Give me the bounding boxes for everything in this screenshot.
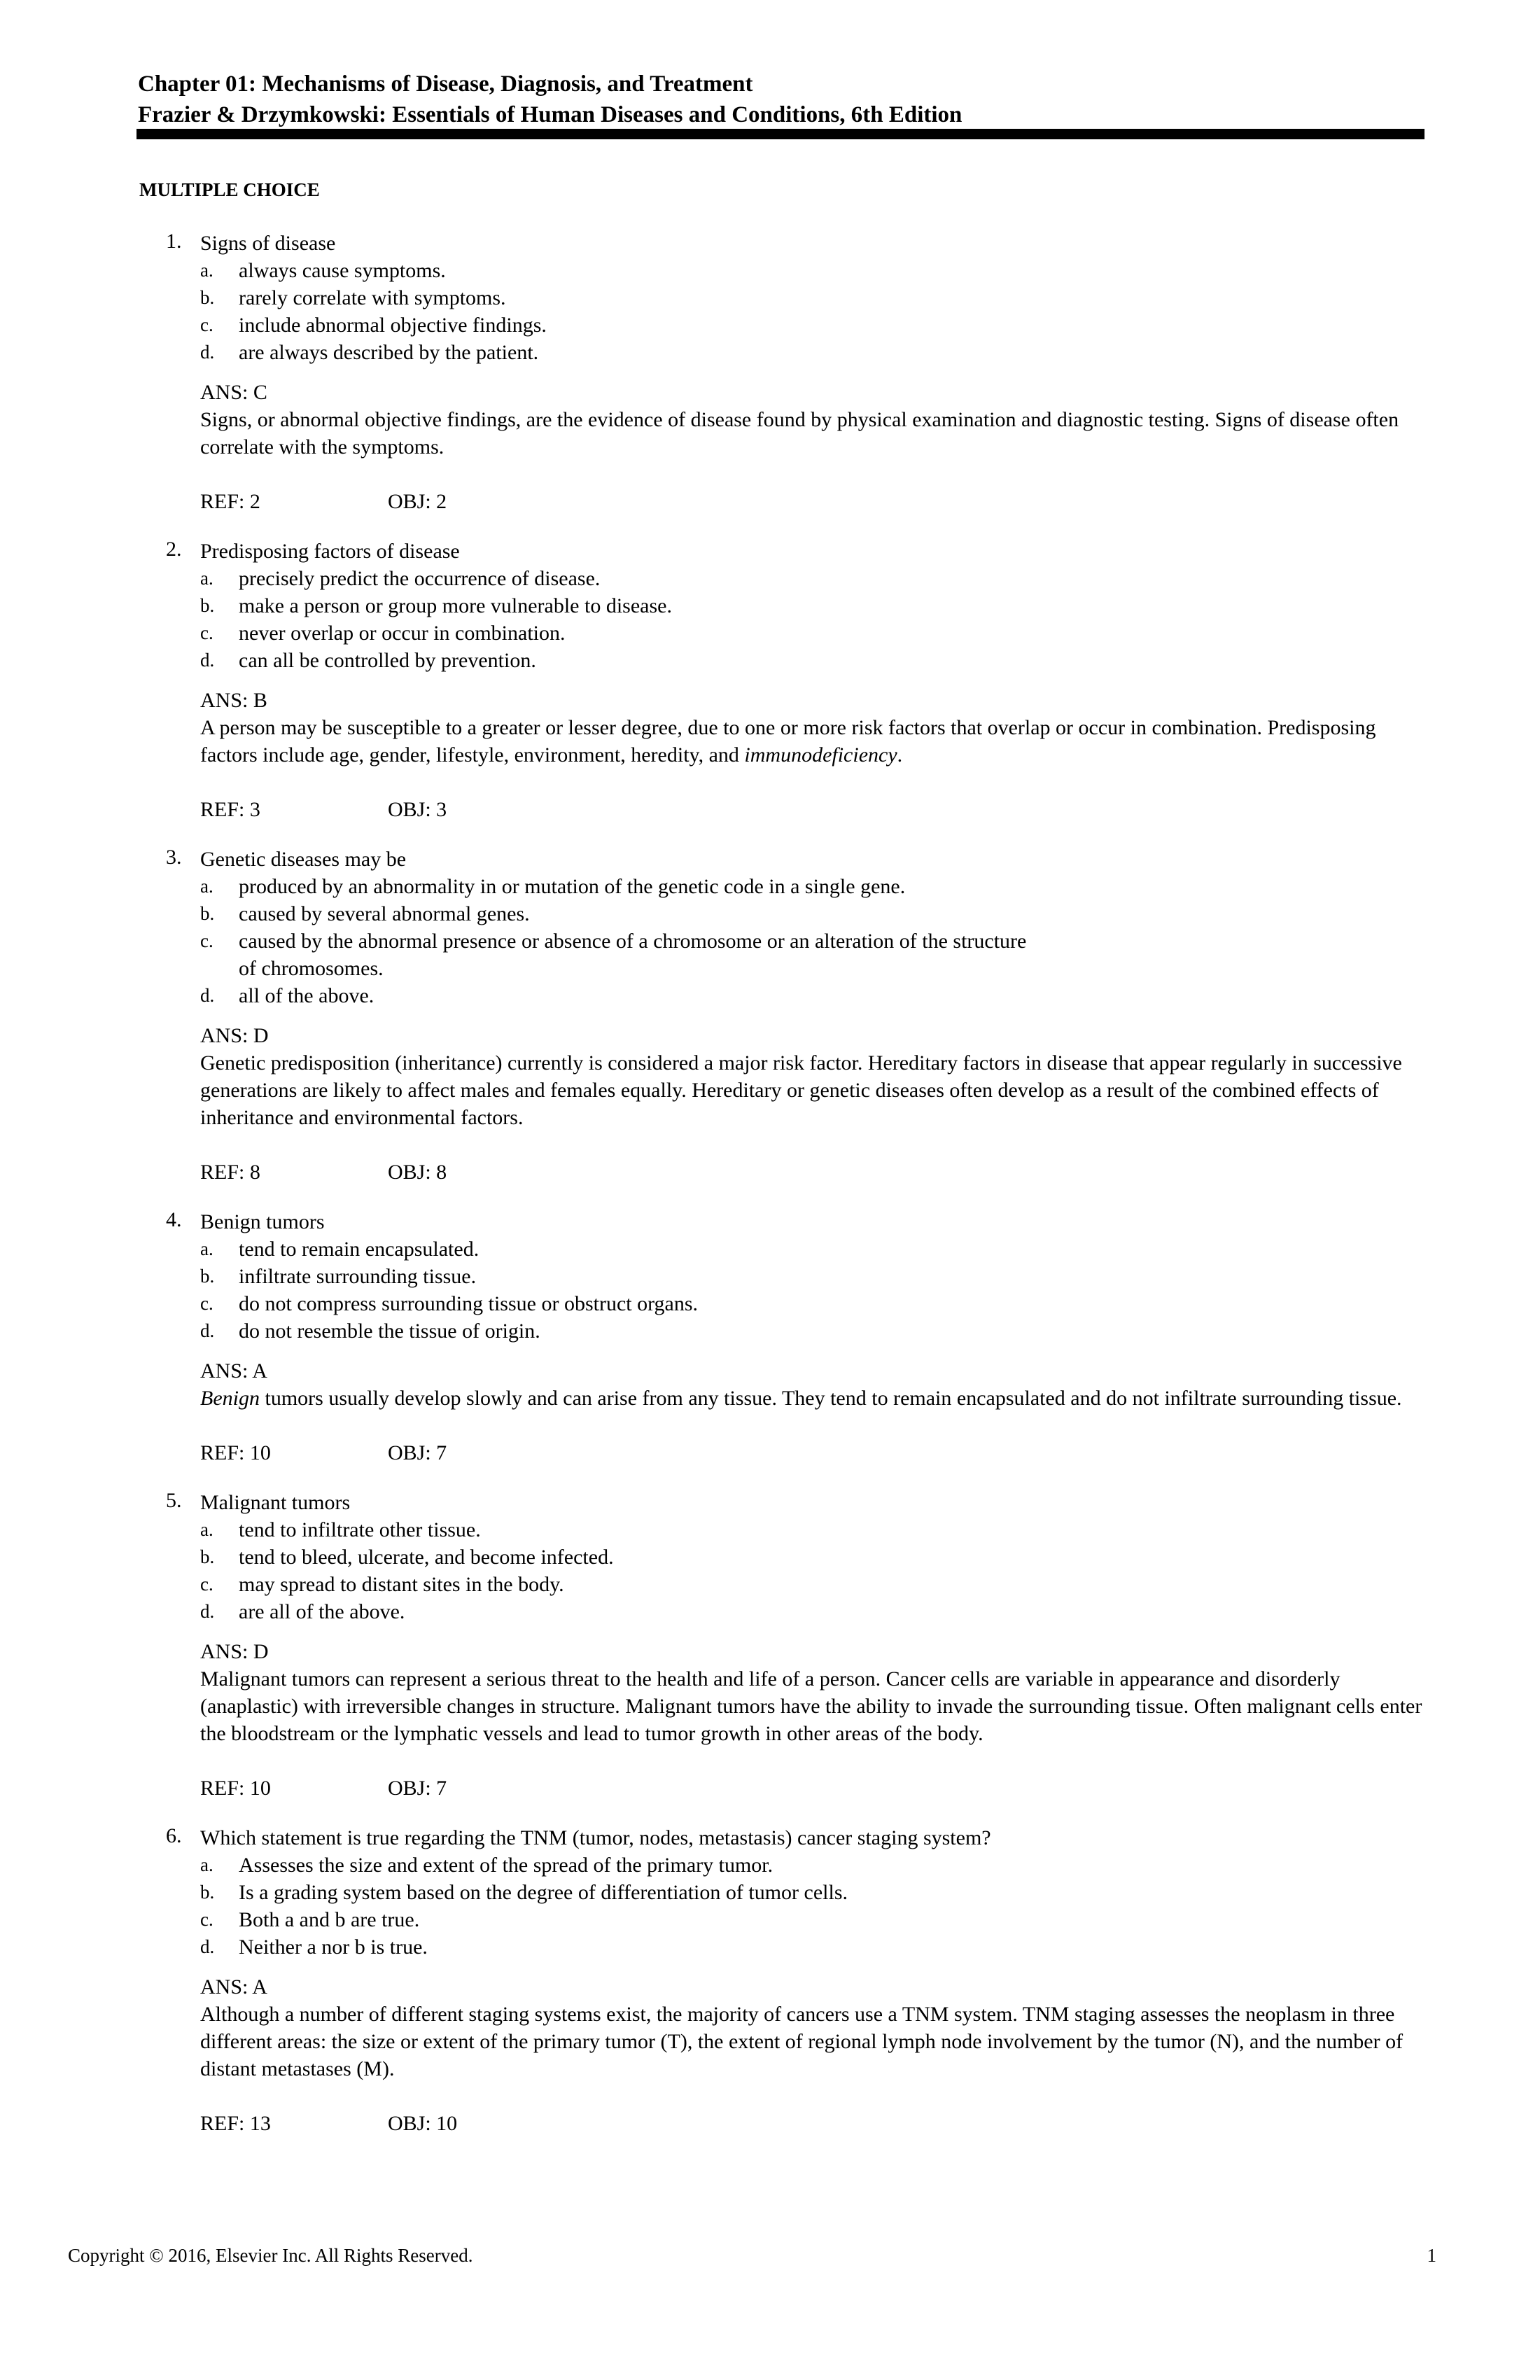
explanation-italic: immunodeficiency [744,743,897,766]
option-text: tend to infiltrate other tissue. [239,1518,481,1541]
question-3 [139,846,1427,1186]
explanation-text: Signs, or abnormal objective findings, are the evidence of disease found by physical examination and diagnostic testing. Signs of disease often correlate with the symptoms. [200,408,1399,458]
page-header [138,69,1426,130]
section-title: MULTIPLE CHOICE [139,179,320,200]
answer: ANS: C [200,381,267,404]
option-c [200,1906,1427,1933]
question-stem: Benign tumors [200,1210,325,1233]
reference-line [200,488,1427,515]
option-letter: a. [200,876,214,897]
option-c [200,927,1037,982]
explanation [200,2001,1436,2082]
option-letter: a. [200,568,214,589]
option-b [200,900,1427,927]
question-stem: Malignant tumors [200,1491,351,1514]
option-a [200,873,1427,900]
option-a [200,565,1427,592]
option-text: caused by several abnormal genes. [239,902,530,925]
option-text: caused by the abnormal presence or absence of a chromosome or an alteration of the structure of chromosomes. [239,930,1027,980]
obj-label: OBJ: 8 [388,1161,447,1184]
option-text: can all be controlled by prevention. [239,649,536,672]
reference-line [200,1158,1427,1186]
option-b [200,592,1427,620]
option-letter: b. [200,1882,215,1903]
option-text: Both a and b are true. [239,1908,420,1931]
option-text: Neither a nor b is true. [239,1935,428,1959]
explanation-text: tumors usually develop slowly and can arise from any tissue. They tend to remain encapsulated and do not infiltrate surrounding tissue. [259,1387,1402,1410]
option-d [200,1598,1427,1625]
question-number: 5. [166,1489,182,1512]
option-letter: d. [200,1320,215,1341]
option-letter: d. [200,1601,215,1622]
option-a [200,1851,1427,1879]
option-text: do not resemble the tissue of origin. [239,1320,540,1343]
option-text: Assesses the size and extent of the spread of the primary tumor. [239,1854,774,1877]
question-5 [139,1489,1427,1802]
reference-line [200,1439,1427,1466]
answer: ANS: A [200,1975,267,1998]
option-letter: b. [200,903,215,924]
option-text: tend to bleed, ulcerate, and become infected. [239,1546,614,1569]
option-b [200,1544,1427,1571]
ref-label: REF: 13 [200,2112,271,2135]
option-text: make a person or group more vulnerable to disease. [239,594,672,617]
explanation [200,1665,1436,1747]
explanation-text: Malignant tumors can represent a serious threat to the health and life of a person. Cancer cells are variable in appearance and disorderly (anaplastic) with irreversible changes in structure. Malignant tumors have the ability to invade the surrounding tissue. Often malignant cells enter the bloodstream or the lymphatic vessels and lead to tumor growth in other areas of the body. [200,1667,1422,1745]
explanation-italic: Benign [200,1387,260,1410]
option-d [200,1933,1427,1961]
question-stem: Predisposing factors of disease [200,540,460,563]
option-a [200,257,1427,284]
explanation-text: A person may be susceptible to a greater or lesser degree, due to one or more risk factors that overlap or occur in combination. Predisposing factors include age, gender, lifestyle, environment, heredity, and [200,716,1376,766]
option-text: always cause symptoms. [239,259,446,282]
copyright-notice: Copyright © 2016, Elsevier Inc. All Rights Reserved. [68,2245,473,2266]
option-text: infiltrate surrounding tissue. [239,1265,477,1288]
ref-label: REF: 3 [200,798,260,821]
question-stem: Signs of disease [200,232,336,255]
obj-label: OBJ: 7 [388,1777,447,1800]
option-letter: b. [200,595,215,616]
option-letter: c. [200,314,214,335]
reference-line [200,2110,1427,2137]
option-text: are all of the above. [239,1600,405,1623]
option-d [200,1317,1427,1345]
question-1 [139,230,1427,515]
ref-label: REF: 8 [200,1161,260,1184]
reference-line [200,1774,1427,1802]
option-letter: c. [200,622,214,643]
book-title: Frazier & Drzymkowski: Essentials of Human Diseases and Conditions, 6th Edition [138,102,962,127]
option-letter: c. [200,1293,214,1314]
page-number: 1 [1427,2245,1436,2266]
option-letter: d. [200,342,215,363]
option-letter: b. [200,1546,215,1567]
option-text: never overlap or occur in combination. [239,622,566,645]
answer: ANS: B [200,689,267,712]
option-letter: b. [200,287,215,308]
obj-label: OBJ: 10 [388,2112,458,2135]
option-text: Is a grading system based on the degree of differentiation of tumor cells. [239,1881,848,1904]
option-letter: d. [200,985,215,1006]
option-b [200,284,1427,312]
question-4 [139,1208,1427,1466]
ref-label: REF: 10 [200,1777,271,1800]
header-rule [136,129,1424,139]
obj-label: OBJ: 7 [388,1441,447,1464]
option-text: include abnormal objective findings. [239,314,547,337]
question-stem: Which statement is true regarding the TNM (tumor, nodes, metastasis) cancer staging system? [200,1826,991,1849]
answer: ANS: A [200,1359,267,1382]
option-c [200,312,1427,339]
question-number: 1. [166,230,182,253]
option-d [200,647,1427,674]
ref-label: REF: 10 [200,1441,271,1464]
option-text: are always described by the patient. [239,341,539,364]
explanation [200,406,1436,461]
option-c [200,620,1427,647]
question-number: 2. [166,538,182,561]
option-d [200,982,1427,1009]
explanation [200,1385,1436,1412]
option-text: may spread to distant sites in the body. [239,1573,564,1596]
explanation [200,1049,1436,1131]
option-text: produced by an abnormality in or mutation of the genetic code in a single gene. [239,875,906,898]
question-number: 3. [166,846,182,869]
question-2 [139,538,1427,823]
option-c [200,1571,1427,1598]
option-b [200,1879,1427,1906]
answer: ANS: D [200,1024,269,1047]
question-number: 4. [166,1208,182,1231]
question-stem: Genetic diseases may be [200,848,407,871]
reference-line [200,796,1427,823]
obj-label: OBJ: 2 [388,490,447,513]
option-text: precisely predict the occurrence of disease. [239,567,601,590]
explanation-text: Genetic predisposition (inheritance) currently is considered a major risk factor. Hereditary factors in disease that appear regularly in successive generations are likely to affect males and females equally. Hereditary or genetic diseases often develop as a result of the combined effects of inheritance and environmental factors. [200,1051,1402,1129]
option-d [200,339,1427,366]
option-a [200,1236,1427,1263]
option-letter: a. [200,1519,214,1540]
option-text: tend to remain encapsulated. [239,1238,479,1261]
option-letter: c. [200,1574,214,1595]
explanation [200,714,1436,769]
obj-label: OBJ: 3 [388,798,447,821]
option-letter: a. [200,260,214,281]
explanation-text: . [897,743,903,766]
option-letter: b. [200,1266,215,1287]
option-letter: c. [200,1909,214,1930]
question-number: 6. [166,1824,182,1847]
option-a [200,1516,1427,1544]
option-text: do not compress surrounding tissue or obstruct organs. [239,1292,699,1315]
chapter-title: Chapter 01: Mechanisms of Disease, Diagnosis, and Treatment [138,71,753,97]
question-6 [139,1824,1427,2137]
option-text: all of the above. [239,984,374,1007]
option-b [200,1263,1427,1290]
question-list [139,230,1427,2160]
ref-label: REF: 2 [200,490,260,513]
option-text: rarely correlate with symptoms. [239,286,506,309]
option-letter: d. [200,650,215,671]
option-letter: a. [200,1238,214,1259]
explanation-text: Although a number of different staging systems exist, the majority of cancers use a TNM system. TNM staging assesses the neoplasm in three different areas: the size or extent of the primary tumor (T), the extent of regional lymph node involvement by the tumor (N), and the number of distant metastases (M). [200,2003,1404,2080]
option-letter: a. [200,1854,214,1875]
option-c [200,1290,1427,1317]
option-letter: c. [200,930,214,951]
option-letter: d. [200,1936,215,1957]
answer: ANS: D [200,1640,269,1663]
